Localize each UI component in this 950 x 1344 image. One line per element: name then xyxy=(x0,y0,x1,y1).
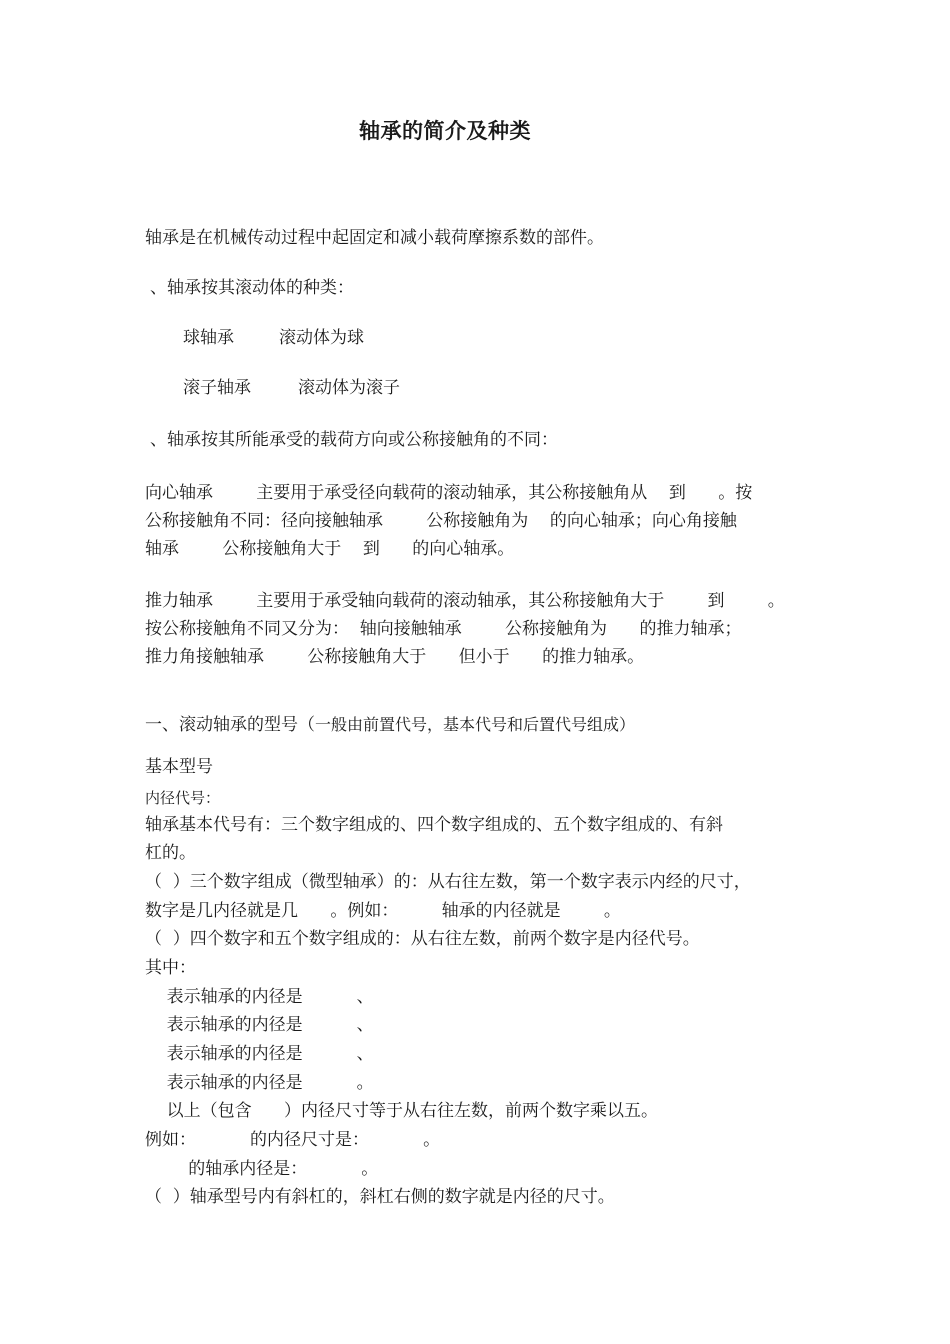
body-line-1: 轴承基本代号有：三个数字组成的、四个数字组成的、五个数字组成的、有斜 xyxy=(145,815,723,835)
section-load-direction: 、轴承按其所能承受的载荷方向或公称接触角的不同： xyxy=(150,430,558,450)
body-line-2: 杠的。 xyxy=(145,843,196,863)
thrust-line-2: 按公称接触角不同又分为： 轴向接触轴承 公称接触角为 的推力轴承； xyxy=(145,619,742,639)
document-title: 轴承的简介及种类 xyxy=(359,119,531,143)
bore-code-label: 内径代号： xyxy=(145,789,221,807)
roller-bearing-name: 滚子轴承 xyxy=(183,378,251,398)
model-heading xyxy=(145,715,635,735)
thrust-line-1: 推力轴承 主要用于承受轴向载荷的滚动轴承，其公称接触角大于 到 。 xyxy=(145,591,785,611)
body-line-12: 例如： 的内径尺寸是： 。 xyxy=(145,1130,441,1150)
radial-line-3: 轴承 公称接触角大于 到 的向心轴承。 xyxy=(145,539,515,559)
body-line-11: 以上（包含 ）内径尺寸等于从右往左数，前两个数字乘以五。 xyxy=(145,1101,659,1121)
body-line-8: 表示轴承的内径是 、 xyxy=(145,1015,374,1035)
body-line-9: 表示轴承的内径是 、 xyxy=(145,1044,374,1064)
body-line-3: （ ）三个数字组成（微型轴承）的：从右往左数，第一个数字表示内经的尺寸， xyxy=(145,872,751,892)
body-line-7: 表示轴承的内径是 、 xyxy=(145,987,374,1007)
body-line-5: （ ）四个数字和五个数字组成的：从右往左数，前两个数字是内径代号。 xyxy=(145,929,700,949)
radial-line-2: 公称接触角不同：径向接触轴承 公称接触角为 的向心轴承；向心角接触 xyxy=(145,511,737,531)
intro-paragraph: 轴承是在机械传动过程中起固定和减小载荷摩擦系数的部件。 xyxy=(145,228,604,248)
radial-line-1: 向心轴承 主要用于承受径向载荷的滚动轴承，其公称接触角从 到 。按 xyxy=(145,483,753,503)
ball-bearing-desc: 滚动体为球 xyxy=(279,328,364,348)
ball-bearing-name: 球轴承 xyxy=(183,328,234,348)
model-heading-note: 一般由前置代号，基本代号和后置代号组成） xyxy=(315,715,636,734)
body-line-4: 数字是几内径就是几 。例如： 轴承的内径就是 。 xyxy=(145,901,621,921)
body-line-10: 表示轴承的内径是 。 xyxy=(145,1073,374,1093)
basic-model-label: 基本型号 xyxy=(145,757,213,777)
body-line-14: （ ）轴承型号内有斜杠的，斜杠右侧的数字就是内径的尺寸。 xyxy=(145,1187,615,1207)
body-line-13: 的轴承内径是： 。 xyxy=(145,1159,379,1179)
body-line-6: 其中： xyxy=(145,958,196,978)
thrust-line-3: 推力角接触轴承 公称接触角大于 但小于 的推力轴承。 xyxy=(145,647,645,667)
model-heading-text: 一、滚动轴承的型号（ xyxy=(145,715,315,735)
section-rolling-element: 、轴承按其滚动体的种类： xyxy=(150,278,354,298)
roller-bearing-desc: 滚动体为滚子 xyxy=(298,378,400,398)
